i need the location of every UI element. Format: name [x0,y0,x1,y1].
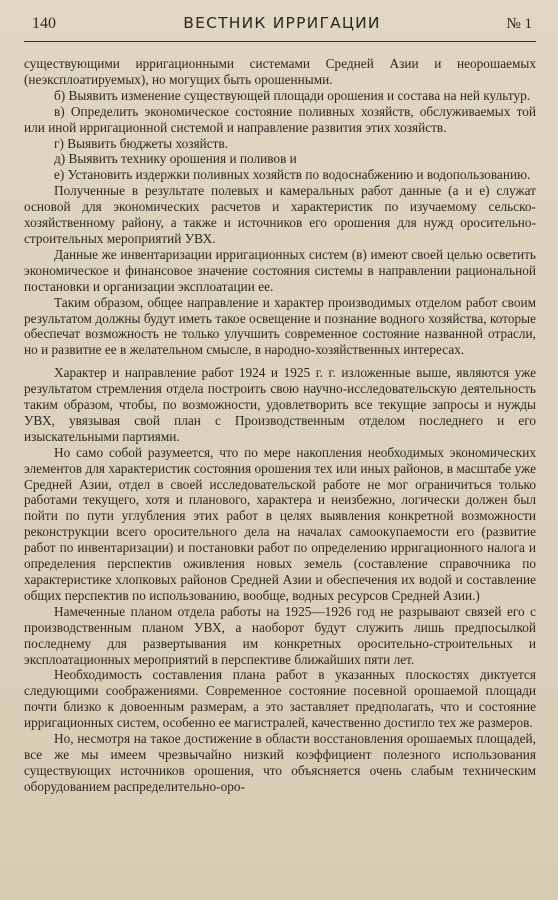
paragraph: Данные же инвентаризации ирригационных систем (в) имеют своей целью осветить экономическое и финансовое значение состояния системы в направлении рациональной постановки и организации эксплоатации ее. [24,246,536,294]
issue-number: № 1 [506,16,532,32]
list-item-b: б) Выявить изменение существующей площади орошения и состава на ней культур. [54,87,531,103]
paragraph: Необходимость составления плана работ в указанных плоскостях диктуется следующими соображениями. Современное состояние посевной орошаемой площади почти близко к довоенным размерам, а это заставляет предполагать, что и состояние ирригационных систем, особенно ее магистралей, качественно достигло тех же размеров. [24,667,536,731]
list-item-v: в) Определить экономическое состояние поливных хозяйств, обслуживаемых той или иной ирригационной системой и направление развития этих хозяйств. [24,103,536,135]
paragraph: Намеченные планом отдела работы на 1925—1926 год не разрывают связей его с производственным планом УВХ, а наоборот будут служить лишь предпосылкой последнему для развертывания им конкретных оросительно-строительных и эксплоатационных мероприятий в перспективе ближайших пяти лет. [24,603,536,667]
paragraph: Но, несмотря на такое достижение в области восстановления орошаемых площадей, все же мы имеем чрезвычайно низкий коэффициент полезного использования существующих источников орошения, что объясняется очень слабым техническим оборудованием распределительно-оро- [24,731,536,794]
paragraph: Но само собой разумеется, что по мере накопления необходимых экономических элементов для характеристик состояния орошения тех или иных районов, в масштабе уже Средней Азии, отдел в своей исследовательской работе не мог ограничиться только работами текущего, хотя и планового, характера и неизбежно, логически должен был пойти по пути углубления этих работ в целях выявления конкретной возможности реконструкции всего оросительного дела на началах самоокупаемости его (развитие работ по инвентаризации) и постановки работ по определению ирригационного налога и определения перспектив оживления новых земель (составление справочника по характеристике хлопковых районов Средней Азии и обеспечения их водой и составление общих перспектив по использованию, вообще, водных ресурсов Средней Азии.) [24,444,536,603]
page-number: 140 [32,15,56,32]
list-item-e: е) Установить издержки поливных хозяйств по водоснабжению и водопользованию. [54,167,531,183]
article-body [24,56,536,795]
list-item-d: д) Выявить технику орошения и поливов и [54,151,297,167]
paragraph: Характер и направление работ 1924 и 1925 г. г. изложенные выше, являются уже результатом стремления отдела построить свою научно-исследовательскую деятельность таким образом, чтобы, по возможности, удовлетворить все текущие запросы и нужды УВХ, увязывая свой план с Производственным отделом последнего и его изыскательными партиями. [24,365,536,444]
journal-title: ВЕСТНИК ИРРИГАЦИИ [183,14,381,32]
paragraph: существующими ирригационными системами Средней Азии и неорошаемых (неэксплоатируемых), но могущих быть орошенными. [24,56,536,87]
paragraph: Полученные в результате полевых и камеральных работ данные (а и е) служат основой для экономических расчетов и характеристик по изучаемому сельско-хозяйственному району, а также и источников его орошения для нужд оросительно-строительных мероприятий УВХ. [24,183,536,246]
list-item-g: г) Выявить бюджеты хозяйств. [54,135,229,151]
paragraph: Таким образом, общее направление и характер производимых отделом работ своим результатом должны будут иметь такое освещение и познание водного хозяйства, которые обеспечат возможность не только улучшить современное состояние названной отрасли, но и развитие ее в желательном смысле, в народно-хозяйственных интересах. [24,294,536,358]
running-header [24,14,536,42]
